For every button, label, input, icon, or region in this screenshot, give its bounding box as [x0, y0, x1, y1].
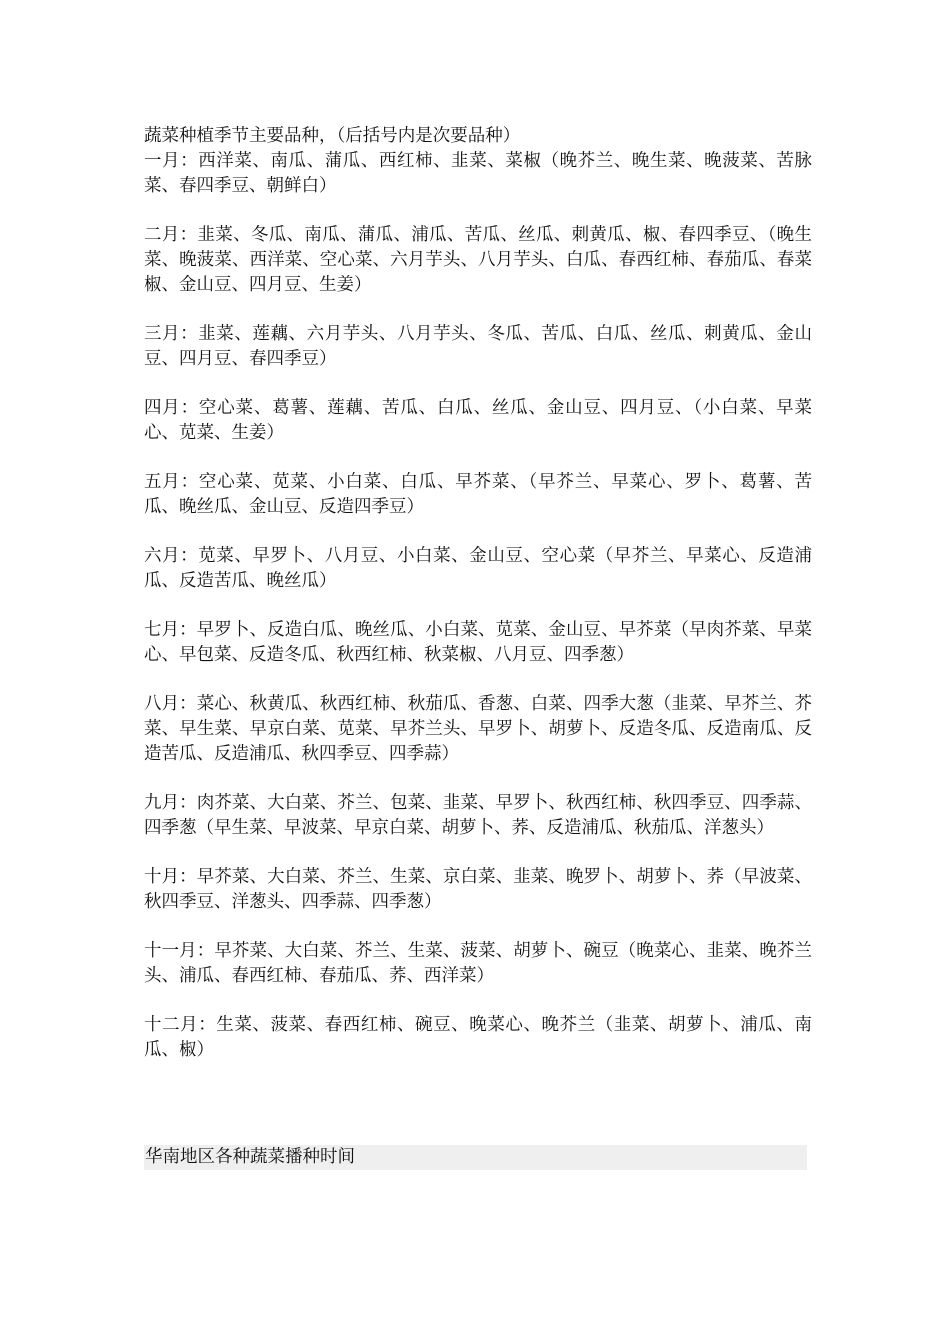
month-paragraph-4: 四月：空心菜、葛薯、莲藕、苦瓜、白瓜、丝瓜、金山豆、四月豆、（小白菜、早菜心、苋菜、生姜） — [144, 398, 812, 443]
month-paragraph-7: 七月：早罗卜、反造白瓜、晚丝瓜、小白菜、苋菜、金山豆、早芥菜（早肉芥菜、早菜心、早包菜、反造冬瓜、秋西红柿、秋菜椒、八月豆、四季葱） — [144, 620, 812, 665]
month-paragraph-3: 三月：韭菜、莲藕、六月芋头、八月芋头、冬瓜、苦瓜、白瓜、丝瓜、刺黄瓜、金山豆、四月豆、春四季豆） — [144, 324, 812, 369]
month-paragraph-8: 八月：菜心、秋黄瓜、秋西红柿、秋茄瓜、香葱、白菜、四季大葱（韭菜、早芥兰、芥菜、早生菜、早京白菜、苋菜、早芥兰头、早罗卜、胡萝卜、反造冬瓜、反造南瓜、反造苦瓜、反造浦瓜、秋四季豆、四季蒜） — [144, 694, 812, 764]
month-paragraph-9: 九月：肉芥菜、大白菜、芥兰、包菜、韭菜、早罗卜、秋西红柿、秋四季豆、四季蒜、四季葱（早生菜、早波菜、早京白菜、胡萝卜、荞、反造浦瓜、秋茄瓜、洋葱头） — [144, 793, 812, 838]
month-paragraph-1: 一月：西洋菜、南瓜、蒲瓜、西红柿、韭菜、菜椒（晚芥兰、晚生菜、晚菠菜、苦脉菜、春四季豆、朝鲜白） — [144, 151, 812, 196]
document-body — [144, 124, 812, 1087]
month-paragraph-11: 十一月：早芥菜、大白菜、芥兰、生菜、菠菜、胡萝卜、碗豆（晚菜心、韭菜、晚芥兰头、浦瓜、春西红柿、春茄瓜、荞、西洋菜） — [144, 941, 812, 986]
month-paragraph-6: 六月：苋菜、早罗卜、八月豆、小白菜、金山豆、空心菜（早芥兰、早菜心、反造浦瓜、反造苦瓜、晚丝瓜） — [144, 546, 812, 591]
intro-line: 蔬菜种植季节主要品种，（后括号内是次要品种） — [144, 126, 521, 146]
month-paragraph-5: 五月：空心菜、苋菜、小白菜、白瓜、早芥菜、（早芥兰、早菜心、罗卜、葛薯、苦瓜、晚丝瓜、金山豆、反造四季豆） — [144, 472, 812, 517]
month-paragraph-12: 十二月：生菜、菠菜、春西红柿、碗豆、晚菜心、晚芥兰（韭菜、胡萝卜、浦瓜、南瓜、椒） — [144, 1015, 812, 1060]
month-paragraph-10: 十月：早芥菜、大白菜、芥兰、生菜、京白菜、韭菜、晚罗卜、胡萝卜、荞（早波菜、秋四季豆、洋葱头、四季蒜、四季葱） — [144, 867, 812, 912]
section-title: 华南地区各种蔬菜播种时间 — [144, 1145, 807, 1170]
month-paragraph-2: 二月：韭菜、冬瓜、南瓜、蒲瓜、浦瓜、苦瓜、丝瓜、刺黄瓜、椒、春四季豆、（晚生菜、晚菠菜、西洋菜、空心菜、六月芋头、八月芋头、白瓜、春西红柿、春茄瓜、春菜椒、金山豆、四月豆、生姜） — [144, 225, 812, 295]
